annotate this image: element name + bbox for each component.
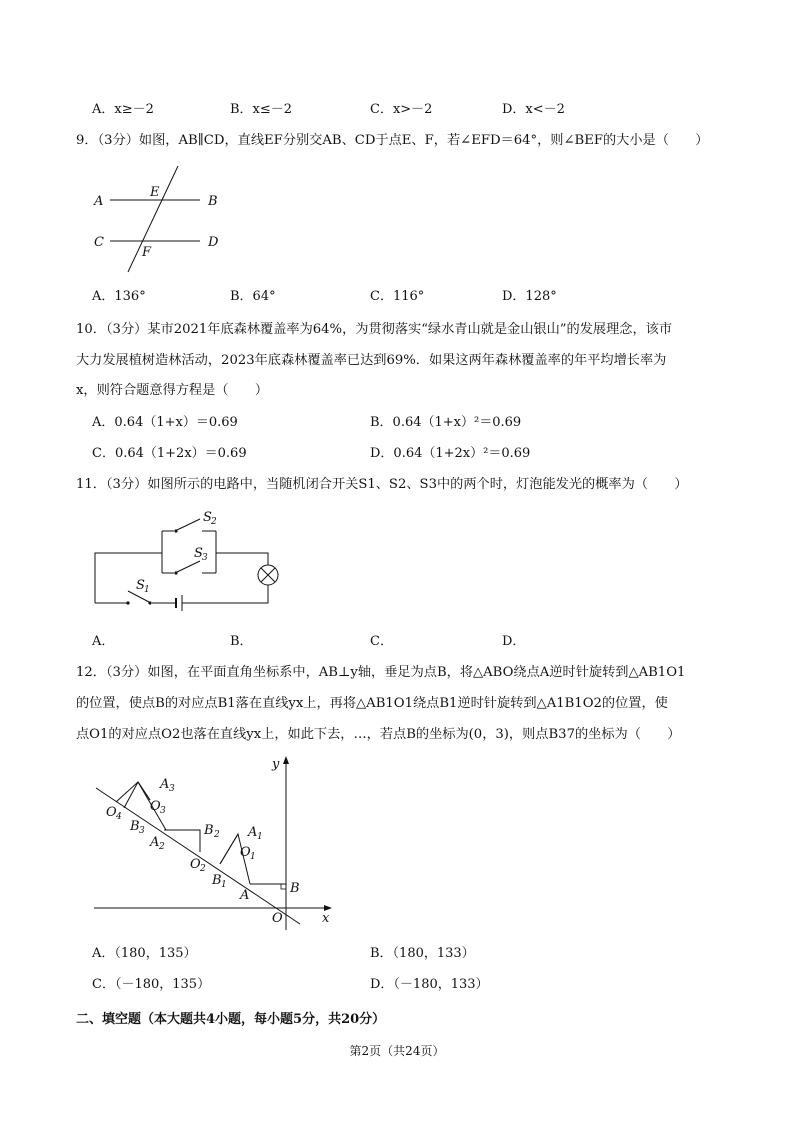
q9-option-d: D．128° [502,289,557,304]
switch-s2 [177,519,200,530]
q8-option-b: B．x≤－2 [230,102,293,117]
segment-o2-b2 [164,830,200,852]
svg-text:1: 1 [221,880,227,890]
q9-parallel-lines-figure [88,156,228,276]
svg-text:2: 2 [159,842,165,852]
q12-option-a: A．（180，135） [92,946,197,961]
label-o: O [272,911,283,926]
svg-text:O: O [240,845,251,860]
svg-text:3: 3 [169,784,175,794]
label-f: F [142,245,152,260]
label-e: E [150,185,160,200]
q12-option-c: C．（－180，135） [92,977,211,992]
label-a: A [240,888,250,903]
page-footer: 第2页（共24页） [349,1044,445,1058]
svg-text:1: 1 [144,585,150,595]
label-c: C [94,235,104,250]
q10-stem-line-3: x，则符合题意得方程是（ ） [76,383,269,398]
q11-stem: 11．（3分）如图所示的电路中，当随机闭合开关S1、S2、S3中的两个时，灯泡能发光的概率为（ ） [76,477,688,492]
svg-text:2: 2 [214,830,220,840]
q9-option-a: A．136° [92,289,146,304]
q11-option-b: B． [230,634,253,649]
label-b: B [208,194,218,209]
q11-option-d: D． [502,634,526,649]
svg-text:O: O [106,805,117,820]
svg-text:O: O [190,857,201,872]
circuit-wire-right [216,553,268,565]
q10-option-b: B．0.64（1+x）²＝0.69 [370,415,522,430]
q12-option-d: D．（－180，133） [370,977,489,992]
label-s1-main: S [136,578,145,593]
q10-stem-line-1: 10．（3分）某市2021年底森林覆盖率为64%，为贯彻落实“绿水青山就是金山银山”的发展理念，该市 [76,322,673,337]
svg-text:3: 3 [139,826,145,836]
q11-option-a: A． [92,634,115,649]
q12-option-b: B．（180，133） [370,946,475,961]
label-y: y [272,757,280,772]
q12-coordinate-figure [88,752,348,932]
svg-text:B: B [204,823,214,838]
q11-circuit-figure [90,505,290,615]
label-s3-main: S [194,546,203,561]
svg-text:2: 2 [200,864,206,874]
slanted-line [96,788,300,924]
svg-text:A: A [150,835,160,850]
q10-option-d: D．0.64（1+2x）²＝0.69 [370,446,531,461]
svg-text:O: O [150,799,161,814]
svg-text:4: 4 [116,812,122,822]
q9-option-b: B．64° [230,289,276,304]
svg-text:3: 3 [202,553,208,563]
svg-text:A: A [248,825,258,840]
q12-stem-line-2: 的位置，使点B的对应点B1落在直线yx上，再将△AB1O1绕点B1逆时针旋转到△A1B1O2的位置，使 [76,696,668,711]
q8-option-d: D．x<－2 [502,102,565,117]
svg-text:B: B [130,819,140,834]
q12-stem-line-1: 12．（3分）如图，在平面直角坐标系中，AB⊥y轴，垂足为点B，将△ABO绕点A逆时针旋转到△AB1O1 [76,665,686,680]
q8-option-c: C．x>－2 [370,102,433,117]
q10-stem-line-2: 大力发展植树造林活动，2023年底森林覆盖率已达到69%．如果这两年森林覆盖率的年平均增长率为 [76,353,667,368]
line-ef [128,166,178,272]
svg-text:2: 2 [211,517,217,527]
svg-text:1: 1 [257,832,263,842]
svg-text:1: 1 [250,852,256,862]
q9-option-c: C．116° [370,289,425,304]
label-d: D [208,235,219,250]
svg-text:B: B [212,873,222,888]
circuit-wire-bottom-right [186,585,268,603]
label-b: B [290,881,300,896]
section-2-heading: 二、填空题（本大题共4小题，每小题5分，共20分） [76,1012,386,1027]
q8-option-a: A．x≥－2 [92,102,154,117]
q10-option-c: C．0.64（1+2x）＝0.69 [92,446,247,461]
label-s2-main: S [203,510,212,525]
label-a: A [94,194,104,209]
svg-text:3: 3 [160,806,166,816]
q9-stem: 9．（3分）如图，AB∥CD，直线EF分别交AB、CD于点E、F，若∠EFD＝64°，则∠BEF的大小是（ ） [76,133,709,148]
label-x: x [322,911,330,926]
svg-text:A: A [160,777,170,792]
q11-option-c: C． [370,634,393,649]
circuit-wire [95,553,162,603]
q12-stem-line-3: 点O1的对应点O2也落在直线yx上，如此下去，…，若点B的坐标为(0，3)，则点B37的坐标为（ ） [76,727,681,742]
switch-s3 [177,561,200,572]
q10-option-a: A．0.64（1+x）＝0.69 [92,415,238,430]
